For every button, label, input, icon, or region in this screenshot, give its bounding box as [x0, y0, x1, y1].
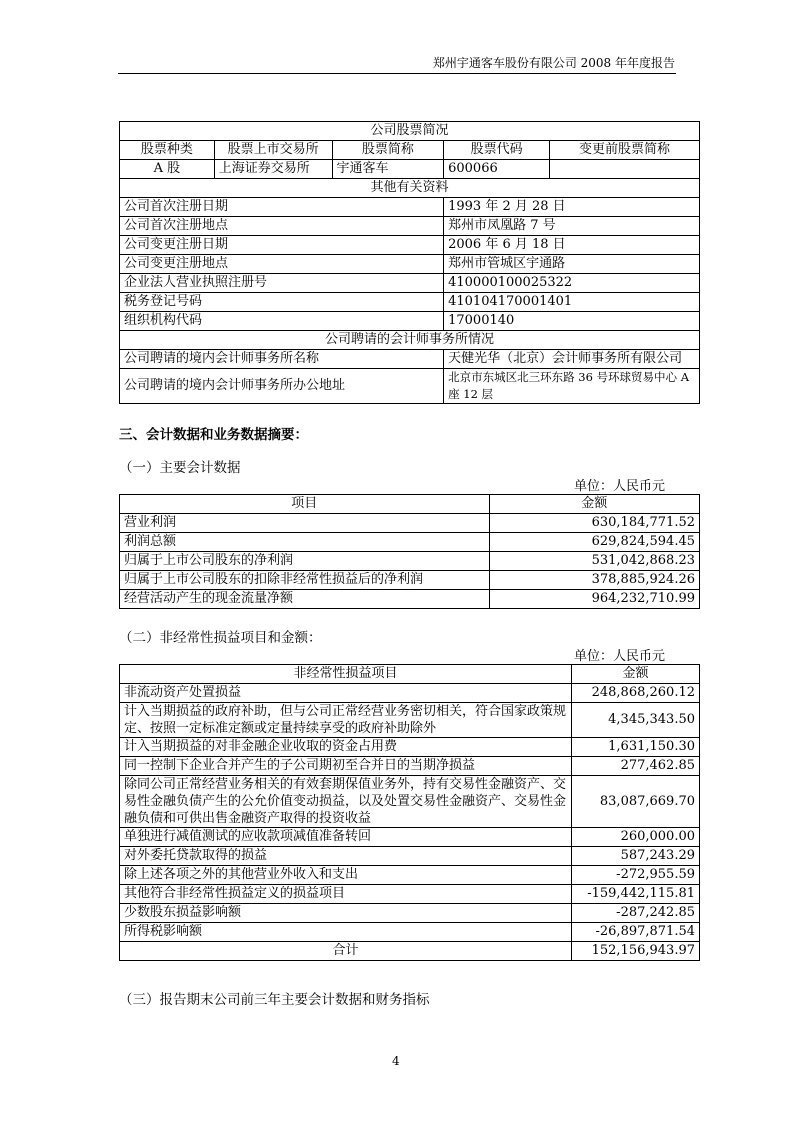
- nr-row-label: 对外委托贷款取得的损益: [120, 847, 572, 866]
- other-value: 1993 年 2 月 28 日: [444, 198, 700, 217]
- other-value: 17000140: [444, 312, 700, 331]
- nr-row-label: 计入当期损益的对非金融企业收取的资金占用费: [120, 738, 572, 757]
- other-label: 税务登记号码: [120, 293, 444, 312]
- nr-total-label: 合计: [120, 942, 572, 961]
- main-data-unit: 单位：人民币元: [574, 479, 666, 494]
- other-label: 企业法人营业执照注册号: [120, 274, 444, 293]
- other-value: 郑州市凤凰路 7 号: [444, 217, 700, 236]
- nr-row-value: -159,442,115.81: [572, 885, 700, 904]
- nr-row-value: 260,000.00: [572, 828, 700, 847]
- auditor-address-label: 公司聘请的境内会计师事务所办公地址: [120, 369, 444, 404]
- nr-row-label: 其他符合非经常性损益定义的损益项目: [120, 885, 572, 904]
- section-3c-title: （三）报告期末公司前三年主要会计数据和财务指标: [119, 992, 430, 1008]
- stock-type: A 股: [120, 160, 215, 179]
- nonrecurring-unit: 单位：人民币元: [574, 649, 666, 664]
- nonrecurring-title: （二）非经常性损益项目和金额：: [119, 630, 322, 646]
- header-rule: [118, 73, 676, 74]
- stock-prev-abbr: [550, 160, 700, 179]
- other-value: 410104170001401: [444, 293, 700, 312]
- nr-header-amount: 金额: [572, 665, 700, 684]
- main-row-value: 964,232,710.99: [489, 590, 699, 609]
- other-value: 2006 年 6 月 18 日: [444, 236, 700, 255]
- other-section-title: 其他有关资料: [120, 179, 700, 198]
- nr-row-value: 277,462.85: [572, 757, 700, 776]
- report-header: 郑州宇通客车股份有限公司 2008 年年度报告: [432, 56, 675, 70]
- stock-abbr: 宇通客车: [332, 160, 444, 179]
- main-row-label: 归属于上市公司股东的扣除非经常性损益后的净利润: [120, 571, 490, 590]
- main-row-label: 利润总额: [120, 533, 490, 552]
- other-label: 组织机构代码: [120, 312, 444, 331]
- stock-header-type: 股票种类: [120, 141, 215, 160]
- stock-header-code: 股票代码: [444, 141, 550, 160]
- stock-header-prev-abbr: 变更前股票简称: [550, 141, 700, 160]
- main-row-value: 378,885,924.26: [489, 571, 699, 590]
- main-row-value: 531,042,868.23: [489, 552, 699, 571]
- stock-header-exchange: 股票上市交易所: [214, 141, 332, 160]
- nr-row-value: -272,955.59: [572, 866, 700, 885]
- main-row-value: 630,184,771.52: [489, 514, 699, 533]
- stock-section-title: 公司股票简况: [120, 122, 700, 141]
- other-value: 410000100025322: [444, 274, 700, 293]
- company-info-table: [119, 121, 700, 404]
- other-label: 公司变更注册地点: [120, 255, 444, 274]
- main-header-amount: 金额: [489, 495, 699, 514]
- nr-row-label: 计入当期损益的政府补助，但与公司正常经营业务密切相关，符合国家政策规定、按照一定标准定额或定量持续享受的政府补助除外: [120, 703, 572, 738]
- auditor-address: 北京市东城区北三环东路 36 号环球贸易中心 A 座 12 层: [444, 369, 700, 404]
- other-label: 公司首次注册地点: [120, 217, 444, 236]
- auditor-name-label: 公司聘请的境内会计师事务所名称: [120, 350, 444, 369]
- nr-row-label: 所得税影响额: [120, 923, 572, 942]
- stock-exchange: 上海证券交易所: [214, 160, 332, 179]
- auditor-section-title: 公司聘请的会计师事务所情况: [120, 331, 700, 350]
- other-label: 公司首次注册日期: [120, 198, 444, 217]
- auditor-name: 天健光华（北京）会计师事务所有限公司: [444, 350, 700, 369]
- nr-row-value: 248,868,260.12: [572, 684, 700, 703]
- nr-row-value: 83,087,669.70: [572, 776, 700, 828]
- section-3-title: 三、会计数据和业务数据摘要：: [119, 427, 308, 443]
- main-row-label: 营业利润: [120, 514, 490, 533]
- nonrecurring-table: [119, 664, 700, 961]
- other-value: 郑州市管城区宇通路: [444, 255, 700, 274]
- nr-row-value: -287,242.85: [572, 904, 700, 923]
- nr-row-value: 4,345,343.50: [572, 703, 700, 738]
- nr-row-label: 单独进行减值测试的应收款项减值准备转回: [120, 828, 572, 847]
- main-data-table: [119, 494, 700, 609]
- nr-row-label: 少数股东损益影响额: [120, 904, 572, 923]
- nr-row-value: 1,631,150.30: [572, 738, 700, 757]
- nr-row-label: 除同公司正常经营业务相关的有效套期保值业务外，持有交易性金融资产、交易性金融负债产生的公允价值变动损益，以及处置交易性金融资产、交易性金融负债和可供出售金融资产取得的投资收益: [120, 776, 572, 828]
- stock-header-abbr: 股票简称: [332, 141, 444, 160]
- nr-row-label: 除上述各项之外的其他营业外收入和支出: [120, 866, 572, 885]
- nr-row-label: 同一控制下企业合并产生的子公司期初至合并日的当期净损益: [120, 757, 572, 776]
- page-number: 4: [392, 1054, 400, 1068]
- nr-row-label: 非流动资产处置损益: [120, 684, 572, 703]
- nr-total-value: 152,156,943.97: [572, 942, 700, 961]
- main-row-value: 629,824,594.45: [489, 533, 699, 552]
- main-data-title: （一）主要会计数据: [119, 460, 241, 476]
- other-label: 公司变更注册日期: [120, 236, 444, 255]
- main-row-label: 经营活动产生的现金流量净额: [120, 590, 490, 609]
- main-row-label: 归属于上市公司股东的净利润: [120, 552, 490, 571]
- nr-header-item: 非经常性损益项目: [120, 665, 572, 684]
- stock-code: 600066: [444, 160, 550, 179]
- main-header-item: 项目: [120, 495, 490, 514]
- nr-row-value: -26,897,871.54: [572, 923, 700, 942]
- nr-row-value: 587,243.29: [572, 847, 700, 866]
